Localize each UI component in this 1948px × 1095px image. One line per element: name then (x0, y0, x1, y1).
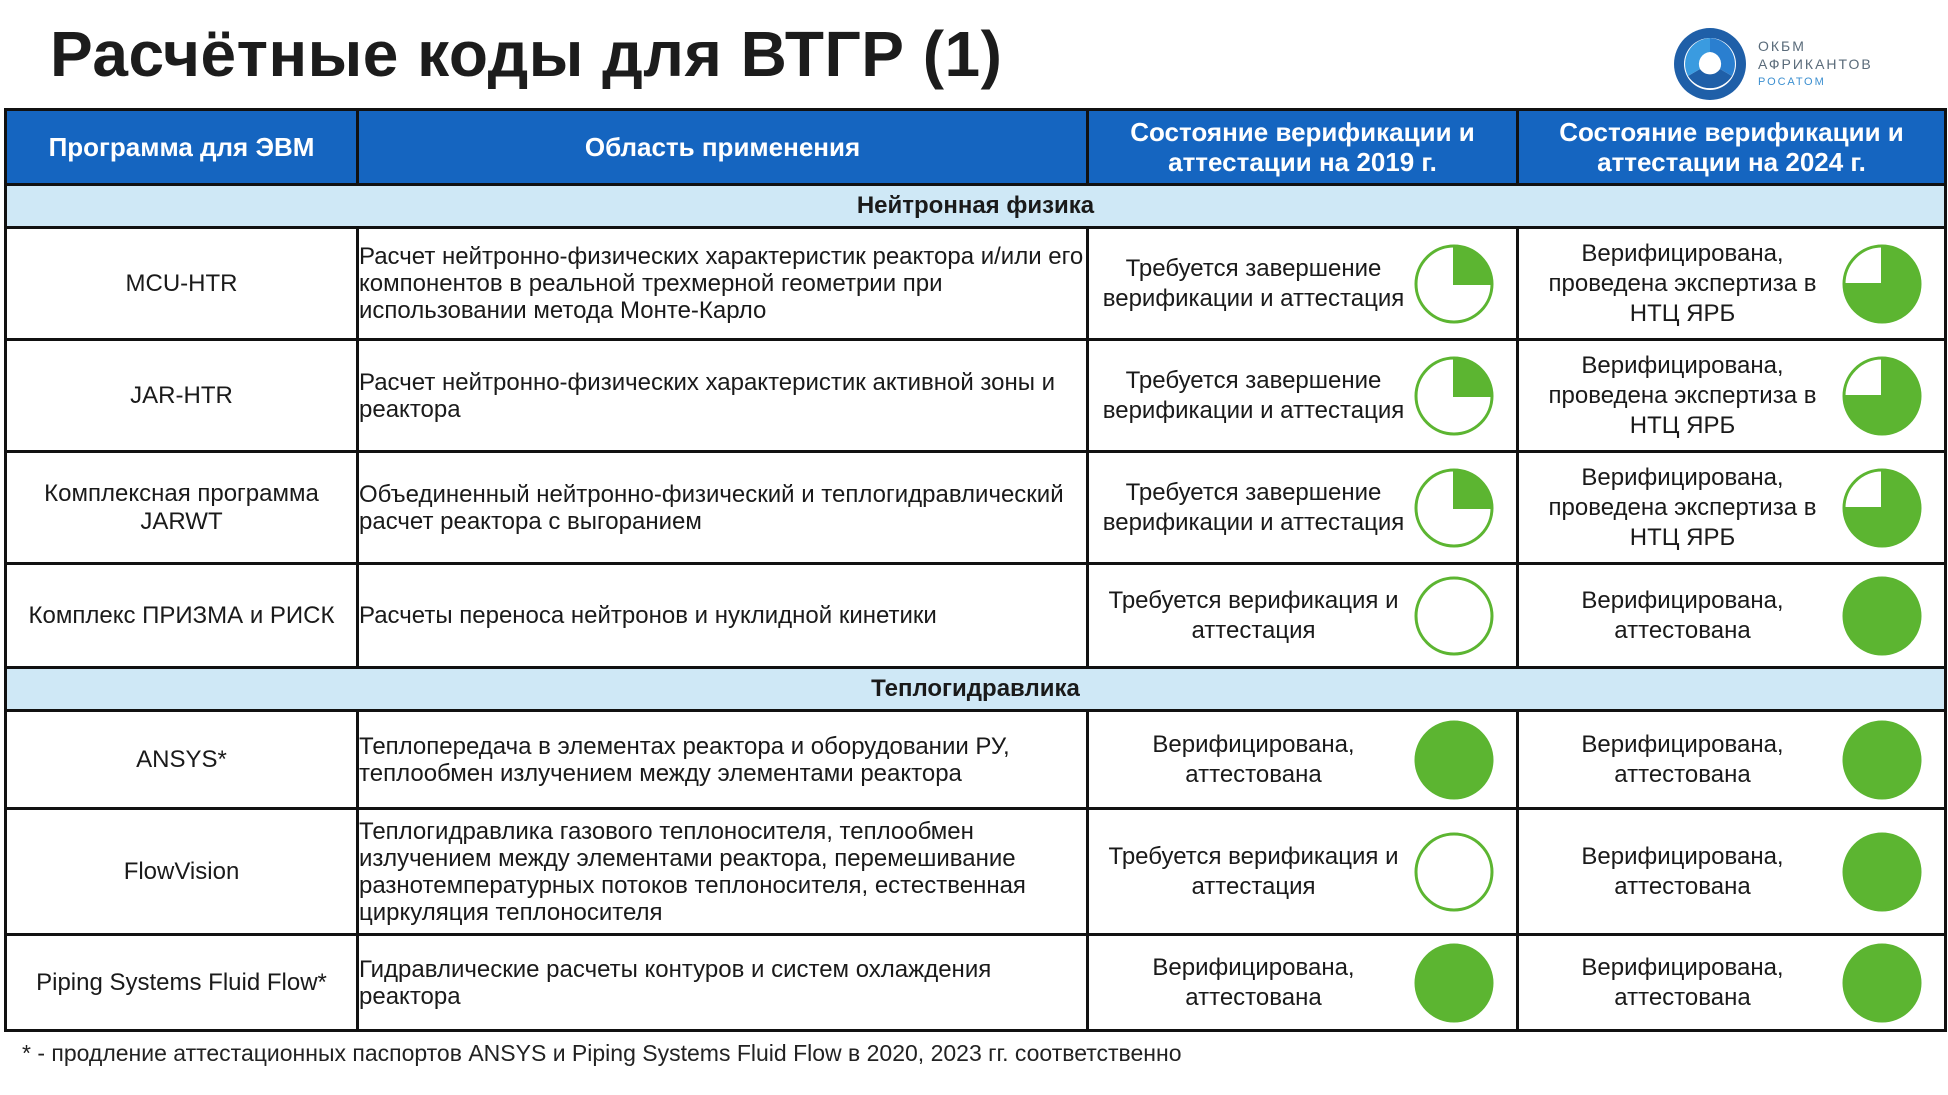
status-2024-cell (1518, 711, 1946, 809)
table-row (6, 340, 1946, 452)
program-name: ANSYS* (6, 711, 358, 809)
status-2024-cell (1518, 340, 1946, 452)
status-2019-cell (1088, 564, 1518, 668)
logo-text (1758, 37, 1873, 91)
program-name: MCU-HTR (6, 228, 358, 340)
pie-circle (1416, 578, 1492, 654)
status-2019-cell (1088, 711, 1518, 809)
pie-slice (1454, 470, 1492, 508)
progress-pie-icon (1840, 718, 1924, 802)
status-text: Требуется верификация и аттестация (1108, 586, 1399, 644)
logo-line3: РОСАТОМ (1758, 76, 1826, 88)
progress-pie-icon (1412, 941, 1496, 1025)
status-text: Верифицирована, аттестована (1581, 842, 1784, 900)
section-row (6, 185, 1946, 228)
pie-circle (1844, 578, 1920, 654)
progress-pie-icon (1840, 466, 1924, 550)
section-title: Теплогидравлика (6, 668, 1946, 711)
section-row (6, 668, 1946, 711)
progress-pie-icon (1412, 718, 1496, 802)
status-2019-cell (1088, 935, 1518, 1031)
pie-circle (1844, 834, 1920, 910)
application-area: Расчет нейтронно-физических характеристик активной зоны и реактора (358, 340, 1088, 452)
status-text: Требуется завершение верификации и аттестация (1102, 478, 1405, 536)
progress-pie-icon (1840, 242, 1924, 326)
status-text: Верифицирована, аттестована (1581, 586, 1784, 644)
program-name: FlowVision (6, 809, 358, 935)
table-row (6, 935, 1946, 1031)
progress-pie-icon (1840, 941, 1924, 1025)
status-text: Верифицирована, аттестована (1152, 730, 1355, 788)
header-area: Область применения (358, 110, 1088, 185)
table-row (6, 809, 1946, 935)
application-area: Теплогидравлика газового теплоносителя, теплообмен излучением между элементами реактора, перемешивание разнотемпературных потоков теплоносителя, естественная циркуляция теплоносителя (358, 809, 1088, 935)
logo-line1: ОКБМ (1758, 38, 1806, 54)
header-program: Программа для ЭВМ (6, 110, 358, 185)
progress-pie-icon (1840, 830, 1924, 914)
pie-slice (1454, 358, 1492, 396)
pie-circle (1416, 945, 1492, 1021)
status-2019-cell (1088, 452, 1518, 564)
program-name: Комплексная программа JARWT (6, 452, 358, 564)
status-text: Верифицирована, проведена экспертиза в НТЦ ЯРБ (1548, 463, 1817, 551)
pie-circle (1844, 722, 1920, 798)
table-row (6, 711, 1946, 809)
application-area: Гидравлические расчеты контуров и систем охлаждения реактора (358, 935, 1088, 1031)
section-title: Нейтронная физика (6, 185, 1946, 228)
status-2024-cell (1518, 564, 1946, 668)
logo-line2: АФРИКАНТОВ (1758, 56, 1873, 72)
status-2024-cell (1518, 809, 1946, 935)
status-text: Верифицирована, аттестована (1581, 730, 1784, 788)
application-area: Объединенный нейтронно-физический и теплогидравлический расчет реактора с выгоранием (358, 452, 1088, 564)
page-title: Расчётные коды для ВТГР (1) (50, 18, 1003, 90)
footnote: * - продление аттестационных паспортов ANSYS и Piping Systems Fluid Flow в 2020, 2023 гг. соответственно (22, 1040, 1182, 1066)
status-2019-cell (1088, 809, 1518, 935)
progress-pie-icon (1840, 574, 1924, 658)
table-header-row (6, 110, 1946, 185)
status-text: Требуется верификация и аттестация (1108, 842, 1399, 900)
status-2024-cell (1518, 452, 1946, 564)
progress-pie-icon (1412, 354, 1496, 438)
application-area: Расчет нейтронно-физических характеристик реактора и/или его компонентов в реальной трехмерной геометрии при использовании метода Монте-Карло (358, 228, 1088, 340)
progress-pie-icon (1412, 574, 1496, 658)
status-2024-cell (1518, 935, 1946, 1031)
table-row (6, 452, 1946, 564)
program-name: Piping Systems Fluid Flow* (6, 935, 358, 1031)
pie-circle (1844, 945, 1920, 1021)
pie-circle (1416, 834, 1492, 910)
rosatom-logo-icon (1672, 26, 1748, 102)
status-text: Требуется завершение верификации и аттестация (1102, 366, 1405, 424)
status-text: Требуется завершение верификации и аттестация (1102, 254, 1405, 312)
header-status-2019: Состояние верификации и аттестации на 2019 г. (1088, 110, 1518, 185)
application-area: Теплопередача в элементах реактора и оборудовании РУ, теплообмен излучением между элементами реактора (358, 711, 1088, 809)
progress-pie-icon (1412, 242, 1496, 326)
program-name: JAR-HTR (6, 340, 358, 452)
status-2019-cell (1088, 228, 1518, 340)
pie-slice (1454, 246, 1492, 284)
application-area: Расчеты переноса нейтронов и нуклидной кинетики (358, 564, 1088, 668)
status-2024-cell (1518, 228, 1946, 340)
table-row (6, 564, 1946, 668)
codes-table (4, 108, 1947, 1032)
status-text: Верифицирована, аттестована (1152, 953, 1355, 1011)
status-text: Верифицирована, проведена экспертиза в НТЦ ЯРБ (1548, 351, 1817, 439)
pie-circle (1416, 722, 1492, 798)
status-text: Верифицирована, проведена экспертиза в НТЦ ЯРБ (1548, 239, 1817, 327)
company-logo (1672, 26, 1873, 102)
progress-pie-icon (1840, 354, 1924, 438)
progress-pie-icon (1412, 466, 1496, 550)
program-name: Комплекс ПРИЗМА и РИСК (6, 564, 358, 668)
table-row (6, 228, 1946, 340)
progress-pie-icon (1412, 830, 1496, 914)
header-status-2024: Состояние верификации и аттестации на 2024 г. (1518, 110, 1946, 185)
status-text: Верифицирована, аттестована (1581, 953, 1784, 1011)
status-2019-cell (1088, 340, 1518, 452)
